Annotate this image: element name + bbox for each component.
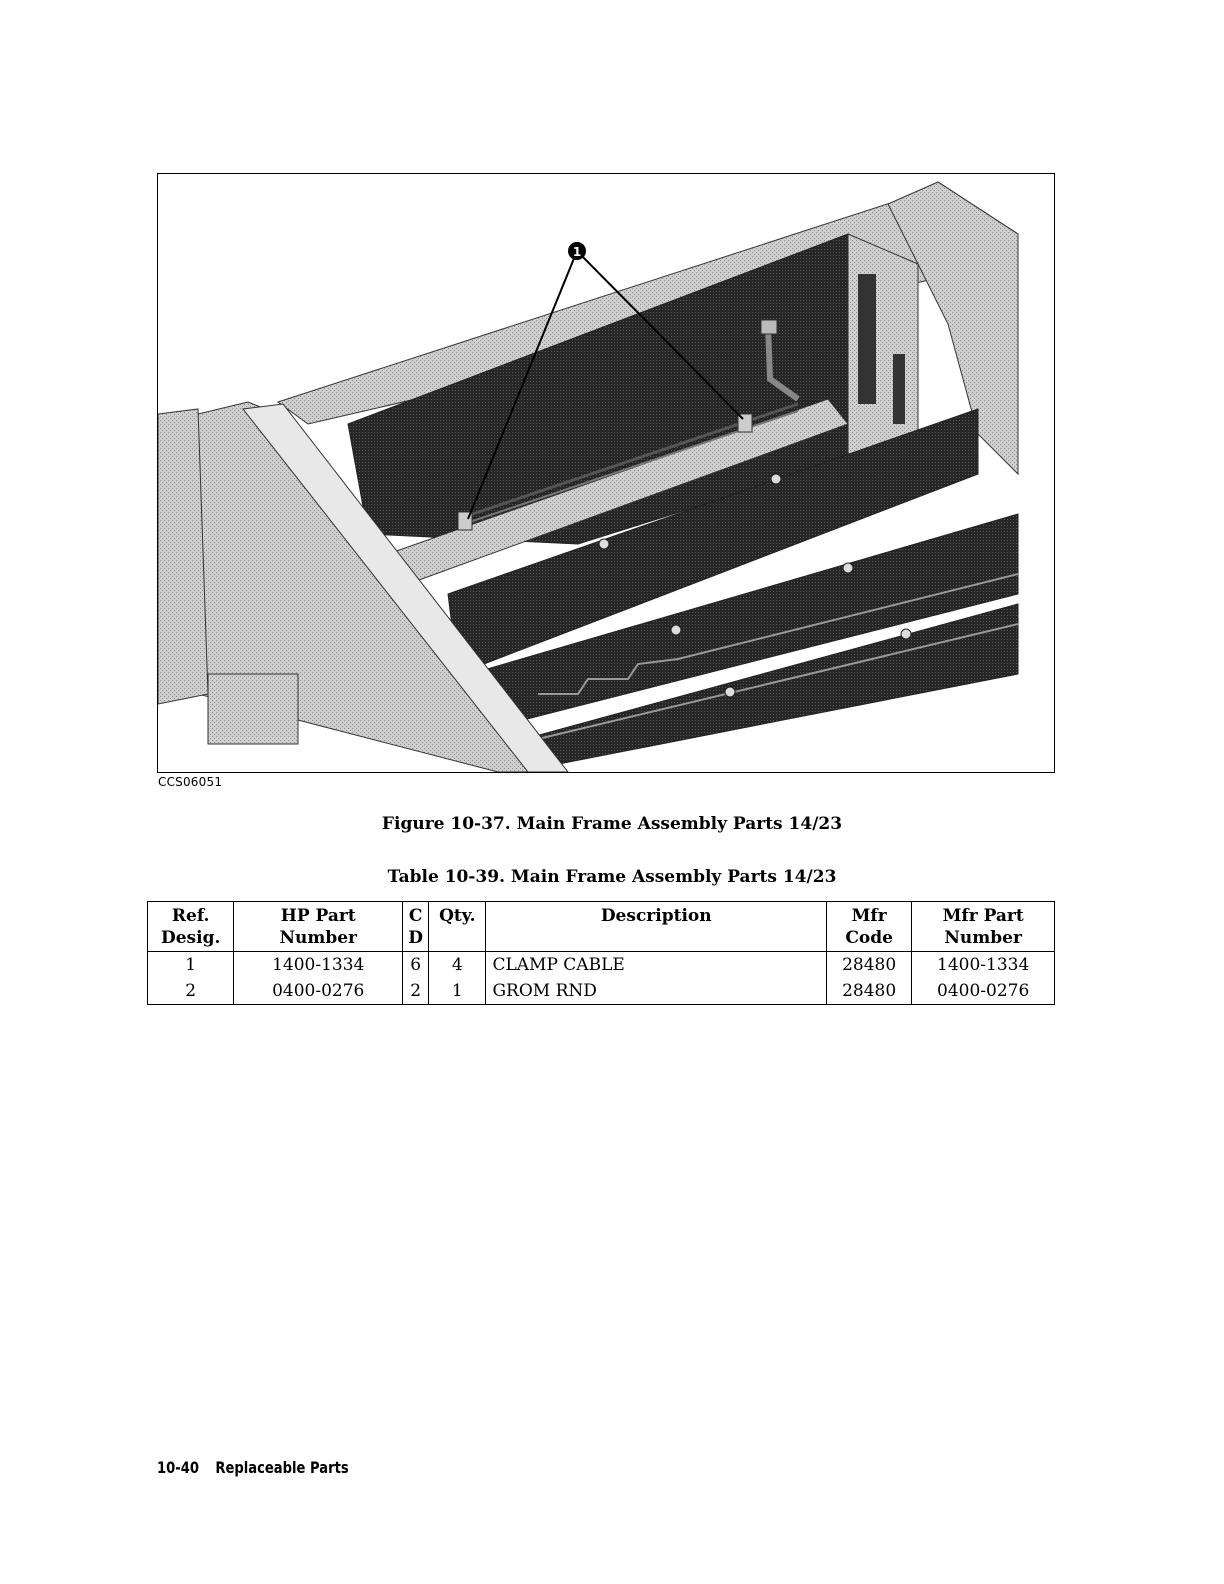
page-footer <box>157 1458 349 1477</box>
cell-mfr-code: 28480 <box>826 952 911 979</box>
header-mfr-part-number: Mfr Part Number <box>912 902 1055 952</box>
cell-description: GROM RND <box>486 978 827 1005</box>
main-frame-assembly-drawing <box>158 174 1054 772</box>
callout-2-label: 2 <box>836 534 846 550</box>
footer-section-title: Replaceable Parts <box>215 1458 349 1477</box>
callout-1-label: 1 <box>572 245 582 259</box>
header-qty: Qty. <box>429 902 486 952</box>
table-row <box>148 978 1055 1005</box>
grommet <box>771 474 781 484</box>
cell-hp-part: 0400-0276 <box>234 978 403 1005</box>
header-cd: C D <box>403 902 429 952</box>
cell-mfr-part: 1400-1334 <box>912 952 1055 979</box>
header-mfr-code: Mfr Code <box>826 902 911 952</box>
header-hp-part-number: HP Part Number <box>234 902 403 952</box>
grommet <box>725 687 735 697</box>
cell-ref: 2 <box>148 978 234 1005</box>
side-slot <box>893 354 905 424</box>
header-description: Description <box>486 902 827 952</box>
cable-connector <box>761 320 777 334</box>
figure-illustration <box>157 173 1055 773</box>
cell-description: CLAMP CABLE <box>486 952 827 979</box>
table-header-row <box>148 902 1055 952</box>
cell-cd: 2 <box>403 978 429 1005</box>
grommet <box>671 625 681 635</box>
grommet <box>901 629 911 639</box>
footer-page-number: 10-40 <box>157 1458 199 1477</box>
parts-table <box>147 901 1055 1005</box>
frame-bottom-box <box>208 674 298 744</box>
figure-id-label: CCS06051 <box>158 775 223 789</box>
cell-qty: 1 <box>429 978 486 1005</box>
cell-mfr-part: 0400-0276 <box>912 978 1055 1005</box>
grommet <box>843 563 853 573</box>
cell-cd: 6 <box>403 952 429 979</box>
side-slot <box>858 274 876 404</box>
table-row <box>148 952 1055 979</box>
grommet <box>599 539 609 549</box>
figure-caption: Figure 10-37. Main Frame Assembly Parts 14/23 <box>381 814 843 834</box>
header-ref-desig: Ref. Desig. <box>148 902 234 952</box>
cell-qty: 4 <box>429 952 486 979</box>
cell-mfr-code: 28480 <box>826 978 911 1005</box>
cell-ref: 1 <box>148 952 234 979</box>
table-title: Table 10-39. Main Frame Assembly Parts 14/23 <box>387 867 837 887</box>
cell-hp-part: 1400-1334 <box>234 952 403 979</box>
